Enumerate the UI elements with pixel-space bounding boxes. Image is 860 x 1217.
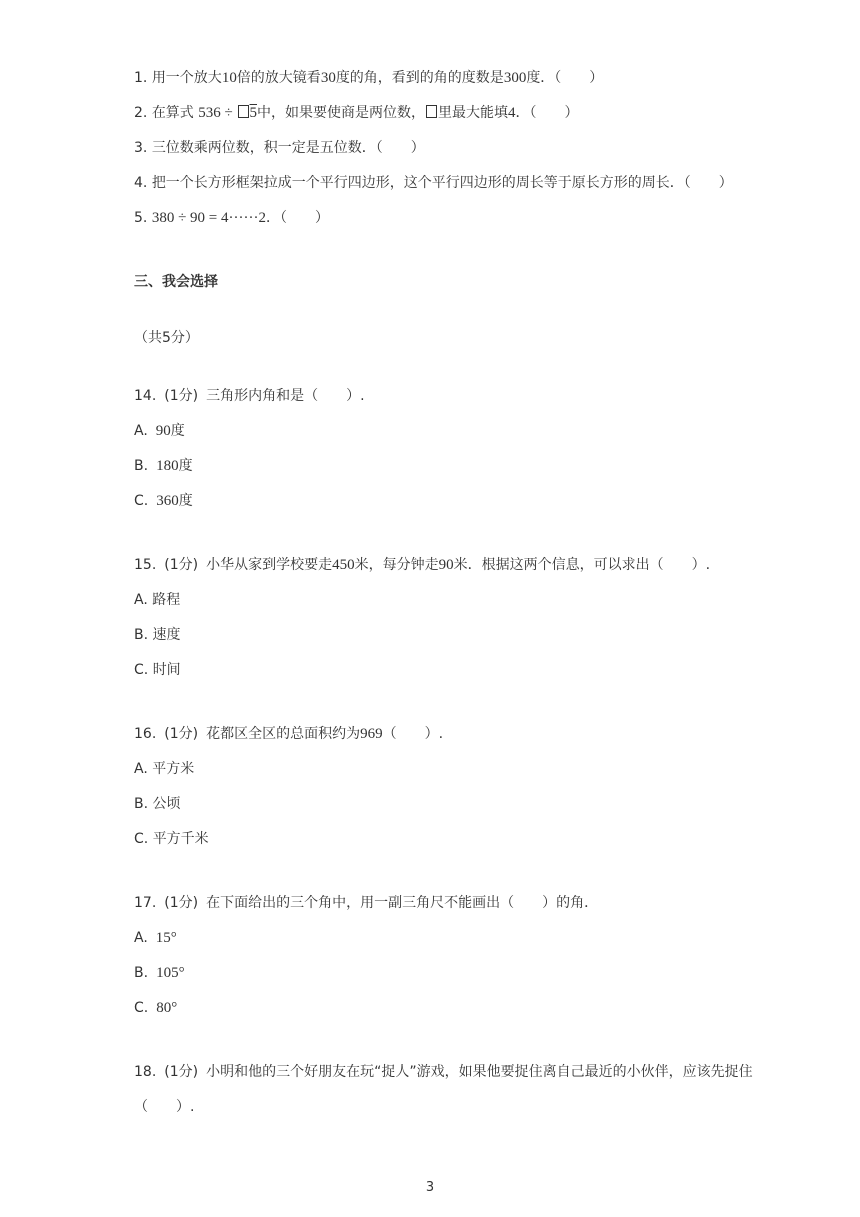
option-unit: 度: [170, 423, 185, 439]
item-text: 在算式: [151, 105, 194, 121]
item-text: ．（ ）: [515, 105, 579, 121]
item-text: 里最大能填: [438, 105, 508, 121]
section-title: 三、我会选择: [134, 274, 218, 290]
item-number: 2.: [134, 105, 148, 121]
option-label: C.: [134, 1000, 149, 1016]
judge-item-4: [134, 173, 733, 193]
question-text: 小明和他的三个好朋友在玩“捉人”游戏，如果他要捉住离自己最近的小伙伴，应该先捉住: [206, 1064, 753, 1080]
question-points: (1分): [164, 1064, 199, 1080]
section-score: （共5分）: [134, 330, 199, 346]
option-number: 80°: [156, 1000, 178, 1016]
option-text: 路程: [152, 592, 181, 608]
judge-item-3: [134, 138, 425, 158]
item-number: 4.: [134, 175, 148, 191]
item-number: 5.: [134, 210, 148, 226]
question-16-option-b[interactable]: [134, 794, 181, 814]
item-number-value: 5: [249, 105, 257, 121]
question-18-stem-continuation: （ ）.: [134, 1099, 195, 1115]
question-16-option-c[interactable]: [134, 829, 209, 849]
judge-item-2: [134, 103, 579, 123]
option-label: A.: [134, 930, 148, 946]
option-number: 90: [155, 423, 171, 439]
option-number: 180: [156, 458, 179, 474]
question-text: 在下面给出的三个角中，用一副三角尺不能画出（ ）的角．: [206, 895, 599, 911]
question-15-option-a[interactable]: [134, 590, 180, 610]
option-label: B.: [134, 627, 149, 643]
option-text: 平方千米: [152, 831, 209, 847]
question-18-stem: [134, 1062, 753, 1082]
option-text: 平方米: [152, 761, 195, 777]
option-number: 105°: [156, 965, 185, 981]
option-unit: 度: [178, 493, 193, 509]
question-text: 米，每分钟走: [354, 557, 439, 573]
item-text: 度的角，看到的角的度数是: [335, 70, 504, 86]
option-label: B.: [134, 796, 149, 812]
question-17-option-c[interactable]: [134, 998, 177, 1018]
question-15-option-c[interactable]: [134, 660, 181, 680]
question-14-option-c[interactable]: [134, 491, 193, 511]
option-text: 公顷: [152, 796, 181, 812]
question-text: （ ）.: [382, 726, 444, 742]
question-points: (1分): [164, 895, 199, 911]
question-number-value: 969: [360, 726, 383, 742]
item-text: 度．（ ）: [526, 70, 604, 86]
question-text: 花都区全区的总面积约为: [206, 726, 361, 742]
question-number-value: 90: [438, 557, 454, 573]
item-number: 1.: [134, 70, 148, 86]
judge-item-5: [134, 208, 329, 228]
option-number: 360: [156, 493, 179, 509]
question-17-option-a[interactable]: [134, 928, 177, 948]
option-label: A.: [134, 423, 148, 439]
item-text: 用一个放大: [151, 70, 222, 86]
option-label: C.: [134, 831, 149, 847]
question-text: 小华从家到学校要走: [206, 557, 333, 573]
item-expression: 380 ÷ 90 = 4······2: [151, 210, 266, 226]
question-17-stem: [134, 893, 598, 913]
overlined-digits: [237, 105, 258, 121]
question-16-option-a[interactable]: [134, 759, 194, 779]
option-label: A.: [134, 592, 148, 608]
question-number: 18.: [134, 1064, 157, 1080]
question-number: 14.: [134, 388, 157, 404]
item-number-value: 4: [508, 105, 516, 121]
option-text: 时间: [152, 662, 181, 678]
question-14-option-a[interactable]: [134, 421, 185, 441]
item-text: 倍的放大镜看: [236, 70, 321, 86]
question-15-option-b[interactable]: [134, 625, 181, 645]
item-number-value: 300: [503, 70, 527, 86]
page-number: 3: [425, 1180, 435, 1195]
question-number-value: 450: [332, 557, 355, 573]
blank-box-icon: [238, 105, 249, 118]
question-number: 17.: [134, 895, 157, 911]
question-points: (1分): [164, 388, 199, 404]
item-expression: 536 ÷: [198, 105, 237, 121]
item-number: 3.: [134, 140, 148, 156]
question-number: 16.: [134, 726, 157, 742]
option-label: A.: [134, 761, 148, 777]
option-label: B.: [134, 458, 149, 474]
question-number: 15.: [134, 557, 157, 573]
item-text: ．（ ）: [265, 210, 329, 226]
item-text: 把一个长方形框架拉成一个平行四边形，这个平行四边形的周长等于原长方形的周长．（ ）: [151, 175, 733, 191]
item-text: 中，如果要使商是两位数，: [257, 105, 425, 121]
question-17-option-b[interactable]: [134, 963, 185, 983]
judge-item-1: [134, 68, 603, 88]
option-label: C.: [134, 662, 149, 678]
option-number: 15°: [155, 930, 177, 946]
option-label: C.: [134, 493, 149, 509]
blank-box-icon: [426, 105, 437, 118]
question-points: (1分): [164, 726, 199, 742]
item-text: 三位数乘两位数，积一定是五位数．（ ）: [151, 140, 425, 156]
question-15-stem: [134, 555, 710, 575]
option-label: B.: [134, 965, 149, 981]
question-16-stem: [134, 724, 443, 744]
question-points: (1分): [164, 557, 199, 573]
option-text: 速度: [152, 627, 181, 643]
question-text: 米．根据这两个信息，可以求出（ ）.: [453, 557, 711, 573]
question-14-option-b[interactable]: [134, 456, 193, 476]
question-text: 三角形内角和是（ ）.: [206, 388, 365, 404]
question-14-stem: [134, 386, 365, 406]
item-number-value: 30: [320, 70, 336, 86]
item-number-value: 10: [221, 70, 237, 86]
option-unit: 度: [178, 458, 193, 474]
